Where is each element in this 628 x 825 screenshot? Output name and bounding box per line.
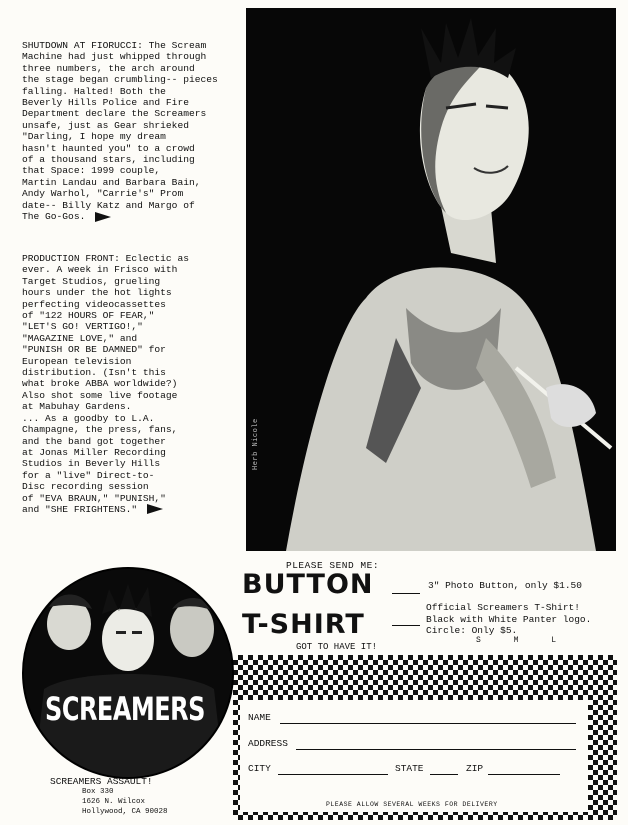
city-field[interactable] bbox=[278, 774, 388, 775]
mailing-address: Box 330 1626 N. Wilcox Hollywood, CA 90028 bbox=[82, 788, 168, 816]
zip-label: ZIP bbox=[466, 763, 484, 774]
arrow-mark-icon bbox=[147, 504, 163, 514]
address-label: ADDRESS bbox=[248, 738, 288, 749]
city-label: CITY bbox=[248, 763, 271, 774]
screamers-logo: SCREAMERS bbox=[45, 690, 205, 728]
state-field[interactable] bbox=[430, 774, 458, 775]
photo-credit: Herb Nicole bbox=[252, 418, 260, 470]
zip-field[interactable] bbox=[488, 774, 560, 775]
button-title: BUTTON bbox=[242, 569, 374, 600]
tshirt-size-options[interactable]: S M L bbox=[476, 636, 571, 645]
article-shutdown-text: SHUTDOWN AT FIORUCCI: The Scream Machine had just whipped through three numbers, the arch around the stage began crumbling-- pieces falling. Halted! Both the Beverly Hills Police and Fire Department declare the Screamers unsafe, just as Gear shrieked "Darling, I hope my dream hasn't haunted you" to a crowd of a thousand stars, including that Space: 1999 couple, Martin Landau and Barbara Bain, Andy Warhol, "Carrie's" Prom date-- Billy Katz and Margo of The Go-Gos. bbox=[22, 40, 218, 223]
band-photo bbox=[246, 8, 616, 551]
screamers-assault-heading: SCREAMERS ASSAULT! bbox=[50, 776, 153, 787]
article-production-text: PRODUCTION FRONT: Eclectic as ever. A week in Frisco with Target Studios, grueling hours under the hot lights perfecting videocassettes of "122 HOURS OF FEAR," "LET'S GO! VERTIGO!," "MAGAZINE LOVE," and "PUNISH OR BE DAMNED" for European television distribution. (Isn't this what broke ABBA worldwide?) Also shot some live footage at Mabuhay Gardens. ... As a goodby to L.A. Champagne, the press, fans, and the band got together at Jonas Miller Recording Studios in Beverly Hills for a "live" Direct-to- Disc recording session of "EVA BRAUN," "PUNISH," and "SHE FRIGHTENS." bbox=[22, 253, 189, 515]
delivery-note: PLEASE ALLOW SEVERAL WEEKS FOR DELIVERY bbox=[326, 801, 498, 808]
tshirt-title: T-SHIRT bbox=[242, 609, 365, 640]
tshirt-description bbox=[426, 602, 616, 637]
arrow-mark-icon bbox=[95, 212, 111, 222]
button-quantity-blank[interactable] bbox=[392, 593, 420, 594]
name-label: NAME bbox=[248, 712, 271, 723]
please-send-heading: PLEASE SEND ME: bbox=[286, 560, 380, 571]
article-shutdown bbox=[22, 40, 237, 223]
button-description: 3" Photo Button, only $1.50 bbox=[428, 580, 582, 591]
address-field[interactable] bbox=[296, 749, 576, 750]
tshirt-description-text: Official Screamers T-Shirt! Black with White Panter logo. Circle: Only $5. bbox=[426, 602, 592, 636]
order-form bbox=[240, 700, 588, 812]
name-field[interactable] bbox=[280, 723, 576, 724]
band-faces-illustration bbox=[24, 569, 232, 777]
tshirt-quantity-blank[interactable] bbox=[392, 625, 420, 626]
singer-photo-illustration bbox=[246, 8, 616, 551]
screamers-button-badge bbox=[22, 567, 234, 779]
state-label: STATE bbox=[395, 763, 424, 774]
article-production bbox=[22, 253, 237, 515]
got-to-have-it: GOT TO HAVE IT! bbox=[296, 642, 378, 652]
